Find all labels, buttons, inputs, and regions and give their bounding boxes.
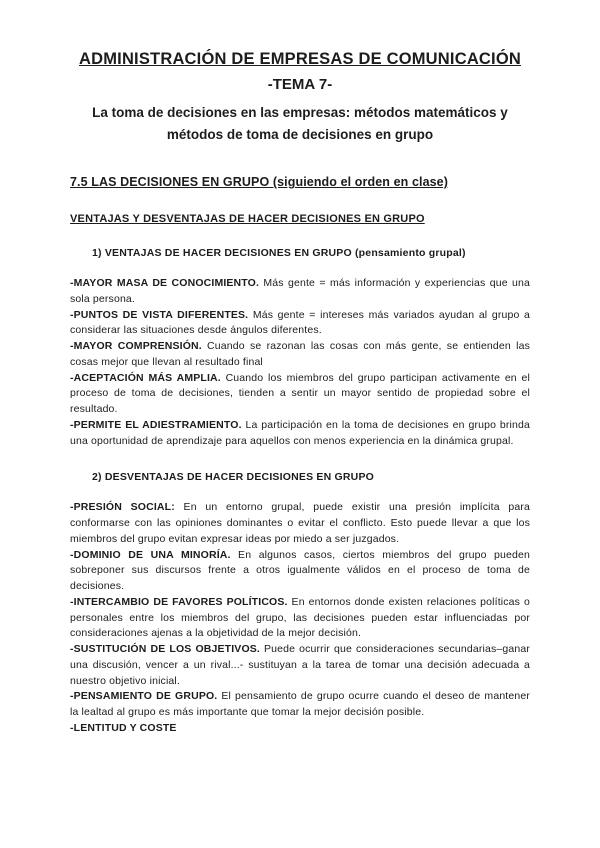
advantage-item (70, 308, 530, 340)
item-lead: -MAYOR COMPRENSIÓN. (70, 340, 202, 353)
item-lead: -DOMINIO DE UNA MINORÍA. (70, 548, 231, 561)
item-body: Más gente = intereses más variados ayudan al grupo a considerar las situaciones desde ángulos diferentes. (70, 308, 531, 337)
disadvantage-item (70, 500, 530, 547)
disadvantage-item (70, 595, 530, 642)
item-lead: -SUSTITUCIÓN DE LOS OBJETIVOS. (70, 643, 260, 656)
advantage-item (70, 339, 530, 371)
advantages-heading: 1) VENTAJAS DE HACER DECISIONES EN GRUPO (pensamiento grupal) (92, 247, 466, 260)
item-body: Puede ocurrir que consideraciones secundarias–ganar una discusión, vencer a un rival...- sustituyan a la tarea de tomar una decisión adecuada a nuestro objetivo inicial. (70, 643, 530, 687)
item-lead: -PUNTOS DE VISTA DIFERENTES. (70, 308, 249, 321)
advantage-item (70, 276, 530, 308)
item-lead: -PERMITE EL ADIESTRAMIENTO. (70, 418, 242, 431)
disadvantage-item (70, 642, 530, 689)
item-lead: -ACEPTACIÓN MÁS AMPLIA. (70, 371, 221, 384)
tema-heading: -TEMA 7- (267, 76, 333, 93)
disadvantage-item (70, 689, 530, 721)
advantage-item (70, 371, 530, 418)
section-heading: 7.5 LAS DECISIONES EN GRUPO (siguiendo el orden en clase) (70, 175, 449, 190)
item-lead: -PRESIÓN SOCIAL: (70, 501, 175, 514)
advantages-list (70, 276, 530, 449)
disadvantage-item (70, 721, 530, 737)
item-body: La participación en la toma de decisiones en grupo brinda una oportunidad de aprendizaje para aquellos con menos experiencia en la dinámica grupal. (70, 418, 530, 447)
document-subtitle: La toma de decisiones en las empresas: métodos matemáticos y métodos de toma de decisiones en grupo (92, 105, 508, 142)
advantage-item (70, 418, 530, 450)
item-lead: -INTERCAMBIO DE FAVORES POLÍTICOS. (70, 595, 288, 608)
disadvantages-list (70, 500, 530, 736)
item-lead: -MAYOR MASA DE CONOCIMIENTO. (70, 277, 260, 290)
subsection-heading: VENTAJAS Y DESVENTAJAS DE HACER DECISIONES EN GRUPO (70, 213, 425, 226)
item-body: En entornos donde existen relaciones políticas o personales entre los miembros del grupo, las decisiones pueden estar influenciadas por consideraciones ajenas a la objetividad de la mejor decisión. (70, 595, 530, 640)
document-title: ADMINISTRACIÓN DE EMPRESAS DE COMUNICACIÓN (78, 50, 521, 68)
item-body: Cuando se razonan las cosas con más gente, se entienden las cosas mejor que llevan al resultado final (70, 340, 530, 368)
item-body: El pensamiento de grupo ocurre cuando el deseo de mantener la lealtad al grupo es más importante que tomar la mejor decisión posible. (70, 690, 530, 719)
disadvantage-item (70, 548, 530, 595)
item-lead: -PENSAMIENTO DE GRUPO. (70, 690, 218, 703)
item-body: En algunos casos, ciertos miembros del grupo pueden sobreponer sus discursos frente a otros igualmente válidos en el proceso de toma de decisiones. (70, 548, 530, 593)
disadvantages-heading: 2) DESVENTAJAS DE HACER DECISIONES EN GRUPO (92, 471, 375, 484)
item-lead: -LENTITUD Y COSTE (70, 721, 177, 734)
item-body: Cuando los miembros del grupo participan activamente en el proceso de toma de decisiones, tienden a sentir un mayor sentido de propiedad sobre el resultado. (70, 371, 530, 416)
item-body: En un entorno grupal, puede existir una presión implícita para conformarse con las opiniones dominantes o evitar el conflicto. Esto puede llevar a que los miembros del grupo evitan expresar ideas por miedo a ser juzgados. (70, 501, 530, 545)
item-body: Más gente = más información y experiencias que una sola persona. (70, 277, 530, 305)
